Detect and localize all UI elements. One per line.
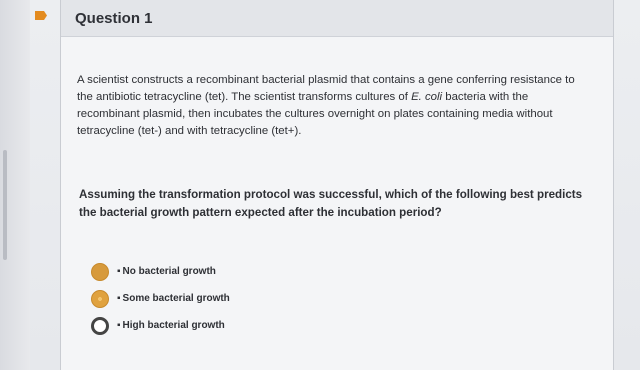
- question-title: Question 1: [75, 9, 153, 27]
- bullet-icon: ▪: [117, 266, 121, 277]
- radio-button-icon[interactable]: [91, 290, 109, 308]
- question-card: [60, 0, 614, 370]
- bullet-icon: ▪: [117, 293, 121, 304]
- question-stem: Assuming the transformation protocol was successful, which of the following best predicts the bacterial growth pattern expected after the incubation period?: [79, 188, 583, 219]
- option-label: High bacterial growth: [122, 320, 225, 331]
- bullet-icon: ▪: [117, 320, 121, 331]
- prompt-text-continued: bacteria with the recombinant plasmid, then incubates the cultures overnight on plates containing media without tetracycline (tet-) and with tetracycline (tet+).: [77, 91, 553, 137]
- radio-button-icon[interactable]: [91, 317, 109, 335]
- scroll-handle[interactable]: [3, 150, 7, 260]
- option-label: No bacterial growth: [122, 266, 216, 277]
- question-prompt: [77, 72, 592, 140]
- radio-button-icon[interactable]: [91, 263, 109, 281]
- option-no-growth[interactable]: [91, 258, 230, 285]
- prompt-text: A scientist constructs a recombinant bacterial plasmid that contains a gene conferring resistance to the antibiotic tetracycline (tet). The scientist transforms cultures of: [77, 74, 575, 103]
- answer-options: [91, 258, 230, 339]
- option-some-growth[interactable]: [91, 285, 230, 312]
- flag-icon[interactable]: [35, 11, 47, 20]
- question-header: [61, 0, 613, 37]
- option-high-growth[interactable]: [91, 312, 230, 339]
- organism-name: E. coli: [411, 91, 443, 103]
- option-label: Some bacterial growth: [122, 293, 230, 304]
- left-rail: [0, 0, 30, 370]
